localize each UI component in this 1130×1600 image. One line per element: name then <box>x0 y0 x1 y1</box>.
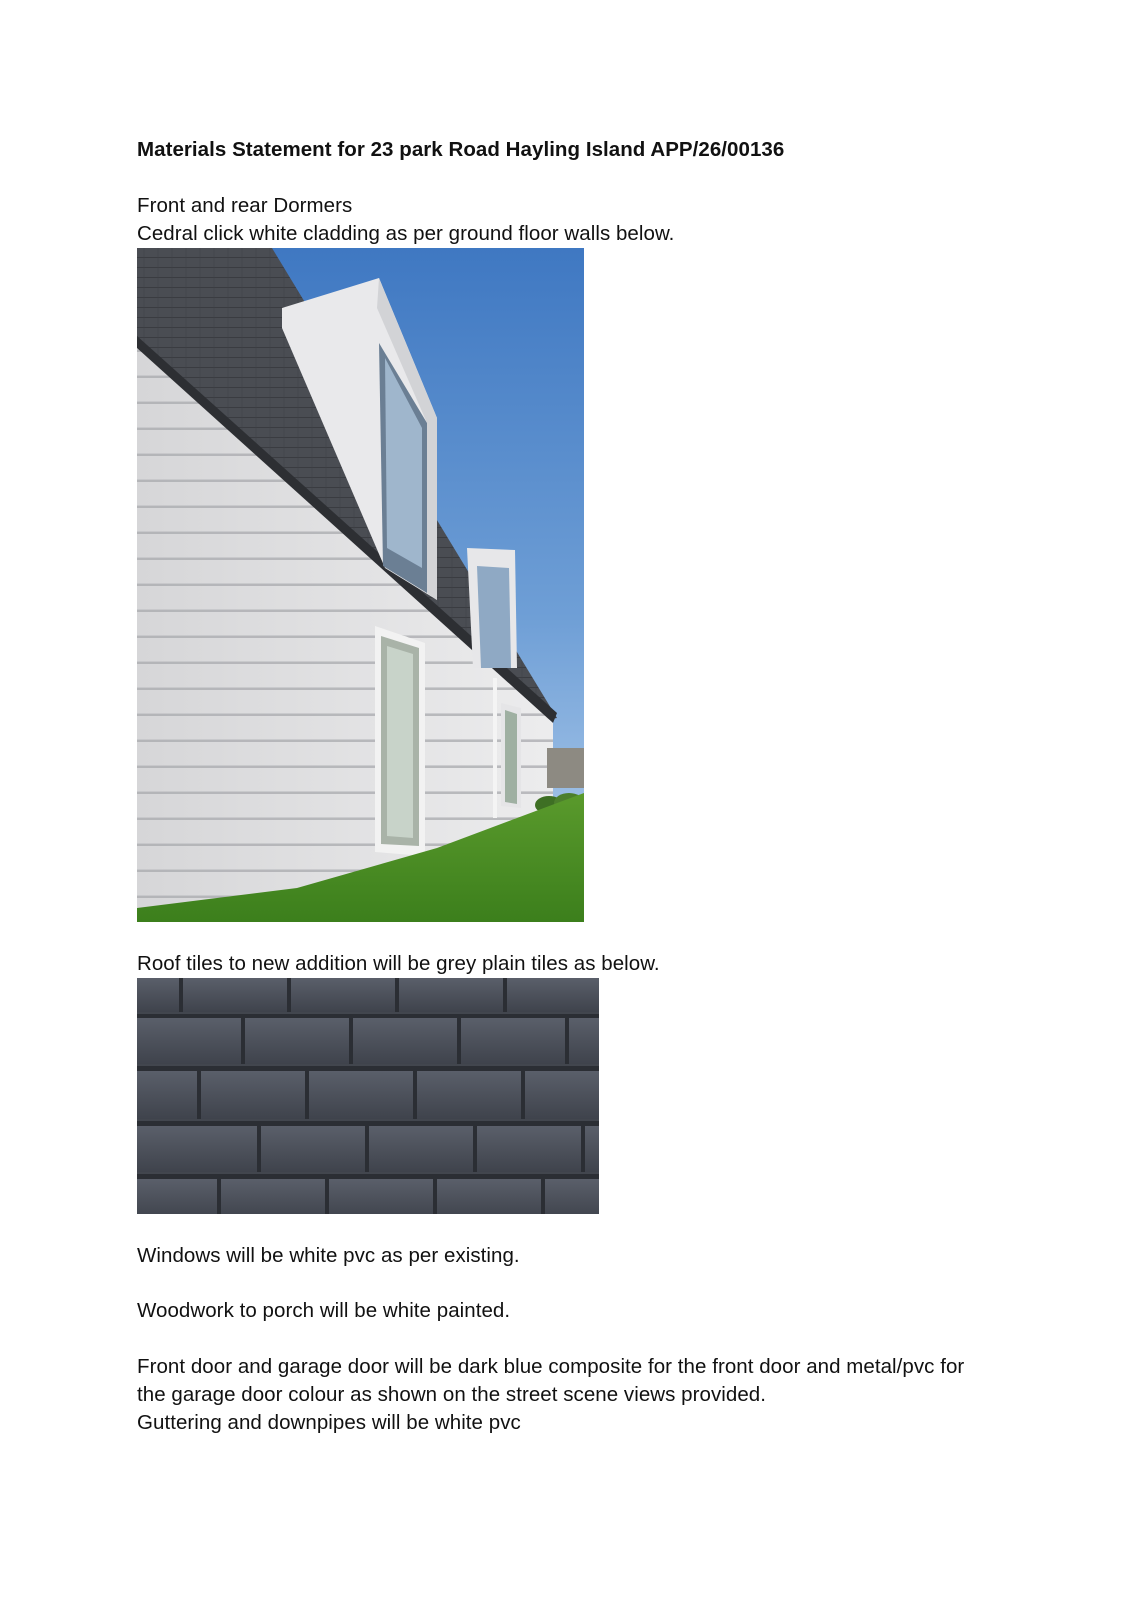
guttering-text: Guttering and downpipes will be white pvc <box>137 1411 521 1434</box>
dormers-heading: Front and rear Dormers <box>137 194 353 217</box>
woodwork-text: Woodwork to porch will be white painted. <box>137 1299 511 1322</box>
doors-text-line-2: the garage door colour as shown on the street scene views provided. <box>137 1383 766 1406</box>
roof-tiles-photo <box>137 978 599 1214</box>
document-title: Materials Statement for 23 park Road Hayling Island APP/26/00136 <box>137 138 785 161</box>
doors-text-line-1: Front door and garage door will be dark blue composite for the front door and metal/pvc for <box>137 1355 965 1378</box>
windows-text: Windows will be white pvc as per existing. <box>137 1244 520 1267</box>
cladding-photo <box>137 248 584 922</box>
roof-text: Roof tiles to new addition will be grey plain tiles as below. <box>137 952 660 975</box>
dormers-text: Cedral click white cladding as per ground floor walls below. <box>137 222 675 245</box>
